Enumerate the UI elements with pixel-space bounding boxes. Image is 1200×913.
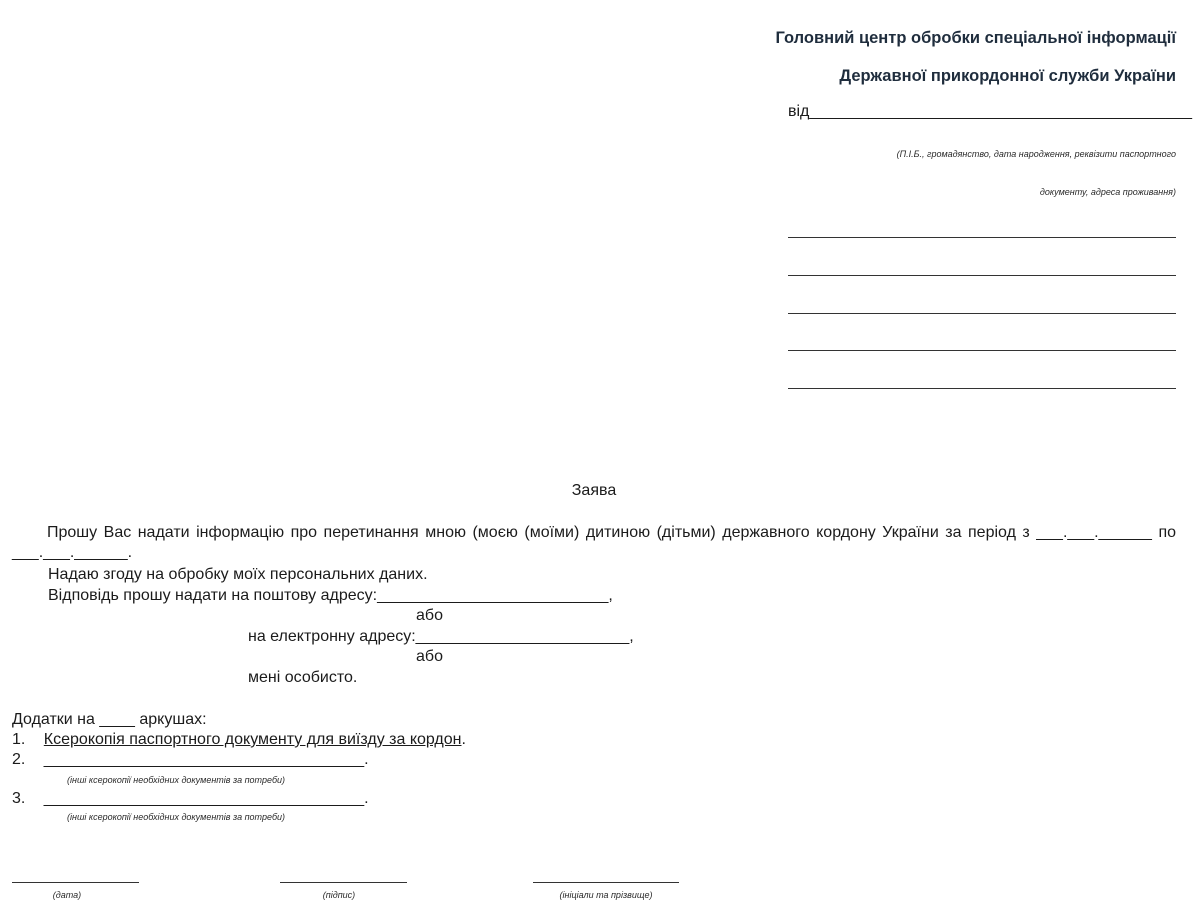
attachment-suffix: . <box>364 751 369 768</box>
personal-line: мені особисто. <box>248 669 358 686</box>
attachment-item <box>12 750 369 770</box>
request-paragraph: Прошу Вас надати інформацію про перетинання мною (моєю (моїми) дитиною (дітьми) державного кордону України за період з ___.___.______ по ___.___.______. <box>12 524 1176 561</box>
signature-line <box>280 882 407 883</box>
blank-line <box>788 388 1176 389</box>
blank-line <box>788 350 1176 351</box>
attachment-hint: (інші ксерокопії необхідних документів за потреби) <box>67 812 286 822</box>
attachment-text: ____________________________________ <box>43 751 365 768</box>
attachment-number: 1. <box>12 731 26 748</box>
date-line <box>12 882 139 883</box>
initials-line <box>533 882 679 883</box>
attachment-item <box>12 789 369 809</box>
recipient-org-line1: Головний центр обробки спеціальної інформації <box>775 29 1176 47</box>
initials-caption: (ініціали та прізвище) <box>559 890 653 900</box>
attachment-text: Ксерокопія паспортного документу для виїзду за кордон <box>43 731 462 748</box>
from-hint-line2: документу, адреса проживання) <box>1039 187 1176 197</box>
from-field: від___________________________________________ <box>788 103 1193 120</box>
attachment-text: ____________________________________ <box>43 790 365 807</box>
attachment-hint: (інші ксерокопії необхідних документів за потреби) <box>67 775 286 785</box>
attachment-suffix: . <box>364 790 369 807</box>
or-text: або <box>416 648 443 665</box>
blank-line <box>788 313 1176 314</box>
attachment-item <box>12 730 466 750</box>
recipient-org-line2: Державної прикордонної служби України <box>839 67 1176 85</box>
blank-line <box>788 275 1176 276</box>
blank-line <box>788 237 1176 238</box>
attachment-suffix: . <box>461 731 466 748</box>
document-title: Заява <box>571 482 617 499</box>
postal-address-line: Відповідь прошу надати на поштову адресу:__________________________, <box>48 587 613 604</box>
signature-caption: (підпис) <box>322 890 356 900</box>
attachment-number: 3. <box>12 790 26 807</box>
consent-line: Надаю згоду на обробку моїх персональних даних. <box>48 566 428 583</box>
attachment-number: 2. <box>12 751 26 768</box>
attachments-heading: Додатки на ____ аркушах: <box>12 711 207 728</box>
or-text: або <box>416 607 443 624</box>
from-hint-line1: (П.І.Б., громадянство, дата народження, реквізити паспортного <box>896 149 1176 159</box>
email-address-line: на електронну адресу:________________________, <box>248 628 634 645</box>
date-caption: (дата) <box>52 890 82 900</box>
